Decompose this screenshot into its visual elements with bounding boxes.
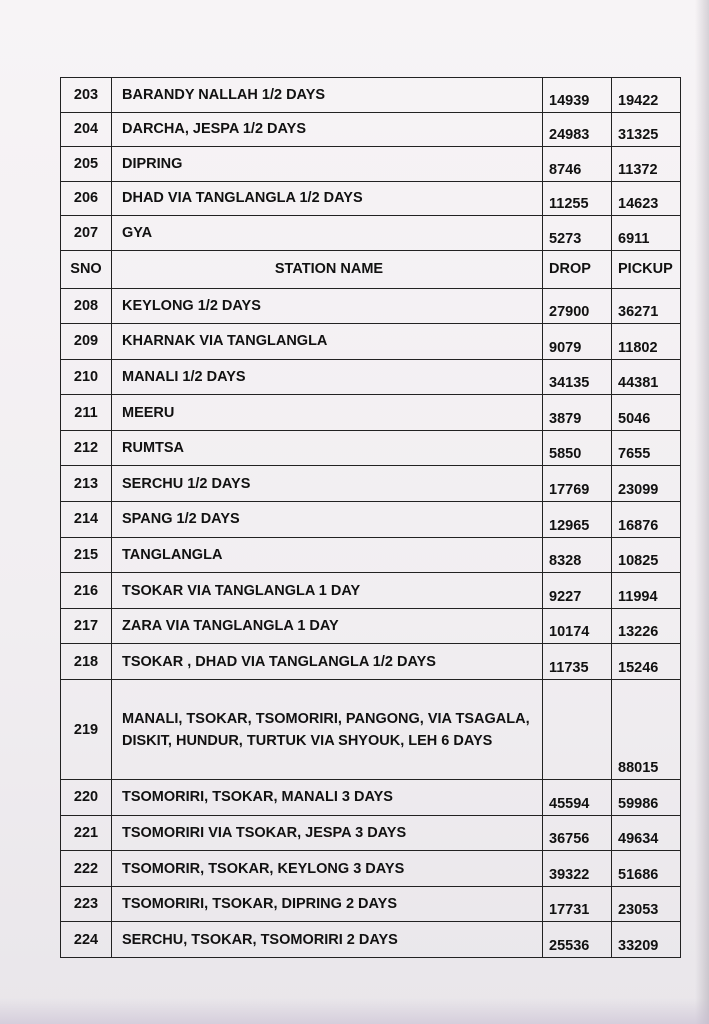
column-header-drop: DROP [543, 250, 612, 288]
drop-rate-cell: 8746 [543, 147, 612, 182]
serial-number-cell: 223 [61, 886, 112, 922]
pickup-rate-cell: 59986 [612, 780, 681, 816]
serial-number-cell: 222 [61, 851, 112, 887]
serial-number-cell: 215 [61, 537, 112, 573]
station-name-cell: KEYLONG 1/2 DAYS [112, 288, 543, 324]
pickup-rate-cell: 51686 [612, 851, 681, 887]
station-name-cell: TSOMORIRI, TSOKAR, DIPRING 2 DAYS [112, 886, 543, 922]
table-row [61, 395, 681, 431]
serial-number-cell: 211 [61, 395, 112, 431]
drop-rate-cell [543, 680, 612, 780]
table-row [61, 502, 681, 538]
serial-number-cell: 218 [61, 644, 112, 680]
serial-number-cell: 212 [61, 430, 112, 466]
pickup-rate-cell: 49634 [612, 815, 681, 851]
pickup-rate-cell: 23099 [612, 466, 681, 502]
serial-number-cell: 224 [61, 922, 112, 958]
drop-rate-cell: 17769 [543, 466, 612, 502]
serial-number-cell: 205 [61, 147, 112, 182]
drop-rate-cell: 27900 [543, 288, 612, 324]
table-row [61, 922, 681, 958]
station-name-cell: BARANDY NALLAH 1/2 DAYS [112, 78, 543, 113]
table-row [61, 216, 681, 251]
serial-number-cell: 207 [61, 216, 112, 251]
serial-number-cell: 214 [61, 502, 112, 538]
pickup-rate-cell: 11802 [612, 324, 681, 360]
drop-rate-cell: 11735 [543, 644, 612, 680]
drop-rate-cell: 17731 [543, 886, 612, 922]
station-name-cell: RUMTSA [112, 430, 543, 466]
pickup-rate-cell: 11994 [612, 573, 681, 609]
station-name-cell: SERCHU 1/2 DAYS [112, 466, 543, 502]
table-row [61, 288, 681, 324]
pickup-rate-cell: 5046 [612, 395, 681, 431]
page-edge-shadow [695, 0, 709, 1024]
serial-number-cell: 213 [61, 466, 112, 502]
station-name-cell: SERCHU, TSOKAR, TSOMORIRI 2 DAYS [112, 922, 543, 958]
serial-number-cell: 206 [61, 181, 112, 216]
drop-rate-cell: 9227 [543, 573, 612, 609]
station-name-cell: TSOMORIRI VIA TSOKAR, JESPA 3 DAYS [112, 815, 543, 851]
station-name-cell: MANALI, TSOKAR, TSOMORIRI, PANGONG, VIA TSAGALA, DISKIT, HUNDUR, TURTUK VIA SHYOUK, LEH 6 DAYS [112, 680, 543, 780]
pickup-rate-cell: 11372 [612, 147, 681, 182]
serial-number-cell: 219 [61, 680, 112, 780]
drop-rate-cell: 34135 [543, 359, 612, 395]
drop-rate-cell: 11255 [543, 181, 612, 216]
station-name-cell: DARCHA, JESPA 1/2 DAYS [112, 112, 543, 147]
table-row [61, 815, 681, 851]
drop-rate-cell: 45594 [543, 780, 612, 816]
column-header-sno: SNO [61, 250, 112, 288]
pickup-rate-cell: 14623 [612, 181, 681, 216]
pickup-rate-cell: 33209 [612, 922, 681, 958]
pickup-rate-cell: 23053 [612, 886, 681, 922]
serial-number-cell: 220 [61, 780, 112, 816]
table-row [61, 608, 681, 644]
table-row [61, 537, 681, 573]
drop-rate-cell: 8328 [543, 537, 612, 573]
station-name-cell: TSOKAR , DHAD VIA TANGLANGLA 1/2 DAYS [112, 644, 543, 680]
station-name-cell: TANGLANGLA [112, 537, 543, 573]
column-header-station-name: STATION NAME [112, 250, 543, 288]
table-header-row [61, 250, 681, 288]
drop-rate-cell: 9079 [543, 324, 612, 360]
pickup-rate-cell: 16876 [612, 502, 681, 538]
station-name-cell: MANALI 1/2 DAYS [112, 359, 543, 395]
page-bottom-strip [0, 998, 709, 1024]
serial-number-cell: 203 [61, 78, 112, 113]
table-row [61, 780, 681, 816]
serial-number-cell: 209 [61, 324, 112, 360]
table-row [61, 147, 681, 182]
pickup-rate-cell: 44381 [612, 359, 681, 395]
table-row [61, 886, 681, 922]
station-name-cell: GYA [112, 216, 543, 251]
column-header-pickup: PICKUP [612, 250, 681, 288]
pickup-rate-cell: 88015 [612, 680, 681, 780]
pickup-rate-cell: 7655 [612, 430, 681, 466]
station-name-cell: MEERU [112, 395, 543, 431]
pickup-rate-cell: 31325 [612, 112, 681, 147]
table-row [61, 466, 681, 502]
serial-number-cell: 208 [61, 288, 112, 324]
table-row [61, 430, 681, 466]
drop-rate-cell: 5273 [543, 216, 612, 251]
station-name-cell: DIPRING [112, 147, 543, 182]
table-row [61, 851, 681, 887]
table-row [61, 573, 681, 609]
table-row [61, 112, 681, 147]
pickup-rate-cell: 19422 [612, 78, 681, 113]
serial-number-cell: 216 [61, 573, 112, 609]
drop-rate-cell: 25536 [543, 922, 612, 958]
serial-number-cell: 221 [61, 815, 112, 851]
table-row [61, 324, 681, 360]
drop-rate-cell: 14939 [543, 78, 612, 113]
pickup-rate-cell: 15246 [612, 644, 681, 680]
pickup-rate-cell: 13226 [612, 608, 681, 644]
station-name-cell: TSOKAR VIA TANGLANGLA 1 DAY [112, 573, 543, 609]
table-row [61, 644, 681, 680]
station-name-cell: TSOMORIRI, TSOKAR, MANALI 3 DAYS [112, 780, 543, 816]
station-name-cell: DHAD VIA TANGLANGLA 1/2 DAYS [112, 181, 543, 216]
pickup-rate-cell: 6911 [612, 216, 681, 251]
station-name-cell: ZARA VIA TANGLANGLA 1 DAY [112, 608, 543, 644]
station-name-cell: TSOMORIR, TSOKAR, KEYLONG 3 DAYS [112, 851, 543, 887]
pickup-rate-cell: 10825 [612, 537, 681, 573]
table-row [61, 78, 681, 113]
rate-table-body [61, 78, 681, 958]
drop-rate-cell: 39322 [543, 851, 612, 887]
serial-number-cell: 210 [61, 359, 112, 395]
serial-number-cell: 217 [61, 608, 112, 644]
drop-rate-cell: 12965 [543, 502, 612, 538]
drop-rate-cell: 5850 [543, 430, 612, 466]
station-name-cell: KHARNAK VIA TANGLANGLA [112, 324, 543, 360]
serial-number-cell: 204 [61, 112, 112, 147]
drop-rate-cell: 24983 [543, 112, 612, 147]
pickup-rate-cell: 36271 [612, 288, 681, 324]
table-row [61, 181, 681, 216]
drop-rate-cell: 36756 [543, 815, 612, 851]
drop-rate-cell: 3879 [543, 395, 612, 431]
rate-table [60, 77, 681, 958]
drop-rate-cell: 10174 [543, 608, 612, 644]
table-row [61, 680, 681, 780]
table-row [61, 359, 681, 395]
station-name-cell: SPANG 1/2 DAYS [112, 502, 543, 538]
